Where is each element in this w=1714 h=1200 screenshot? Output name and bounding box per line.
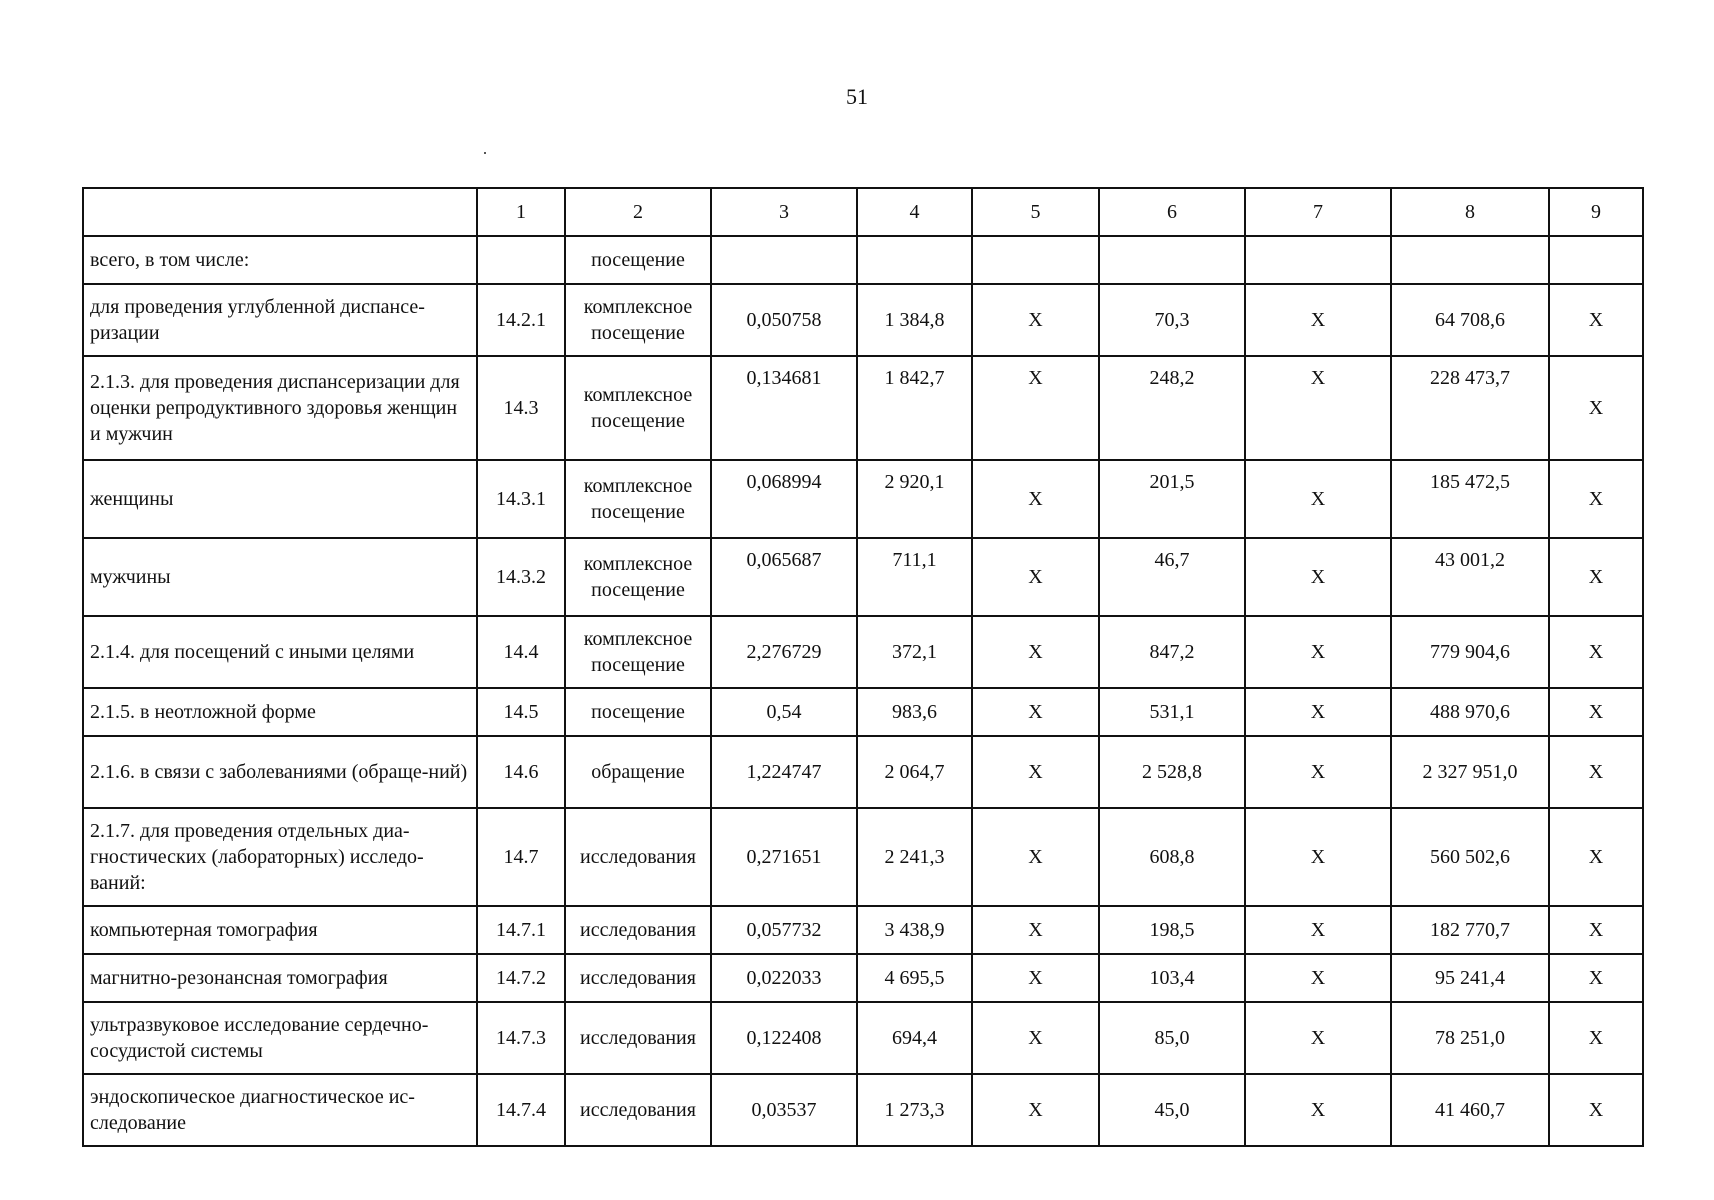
table-row — [83, 1002, 1643, 1074]
cell-col6: 847,2 — [1099, 616, 1245, 688]
cell-col8: 64 708,6 — [1391, 284, 1549, 356]
row-code: 14.7.3 — [477, 1002, 565, 1074]
cell-col7 — [1245, 236, 1391, 284]
cell-col9: X — [1549, 1074, 1643, 1146]
cell-col5: X — [972, 688, 1099, 736]
cell-col9: X — [1549, 356, 1643, 460]
cell-col8: 228 473,7 — [1391, 356, 1549, 460]
header-cell: 3 — [711, 188, 857, 236]
row-label: мужчины — [83, 538, 477, 616]
cell-col5: X — [972, 808, 1099, 906]
cell-col4: 2 064,7 — [857, 736, 972, 808]
table-row — [83, 616, 1643, 688]
row-code: 14.6 — [477, 736, 565, 808]
row-code: 14.4 — [477, 616, 565, 688]
row-code — [477, 236, 565, 284]
row-code: 14.7.2 — [477, 954, 565, 1002]
row-label: 2.1.3. для проведения диспансеризации для оценки репродуктивного здоровья женщин и мужчин — [83, 356, 477, 460]
table-row — [83, 460, 1643, 538]
row-unit: комплексное посещение — [565, 356, 711, 460]
cell-col7: X — [1245, 538, 1391, 616]
header-cell: 9 — [1549, 188, 1643, 236]
cell-col8: 560 502,6 — [1391, 808, 1549, 906]
table-row — [83, 906, 1643, 954]
cell-col6: 45,0 — [1099, 1074, 1245, 1146]
cell-col9: X — [1549, 808, 1643, 906]
table-row — [83, 236, 1643, 284]
row-code: 14.3 — [477, 356, 565, 460]
header-cell: 5 — [972, 188, 1099, 236]
row-code: 14.7.1 — [477, 906, 565, 954]
row-code: 14.3.1 — [477, 460, 565, 538]
cell-col9: X — [1549, 954, 1643, 1002]
cell-col5: X — [972, 954, 1099, 1002]
row-label: для проведения углубленной диспансе-ризации — [83, 284, 477, 356]
cell-col6: 201,5 — [1099, 460, 1245, 538]
cell-col8 — [1391, 236, 1549, 284]
row-label: эндоскопическое диагностическое ис-следование — [83, 1074, 477, 1146]
cell-col4: 711,1 — [857, 538, 972, 616]
row-unit: посещение — [565, 236, 711, 284]
cell-col5: X — [972, 356, 1099, 460]
row-code: 14.3.2 — [477, 538, 565, 616]
row-label: 2.1.7. для проведения отдельных диа-гностических (лабораторных) исследо-ваний: — [83, 808, 477, 906]
cell-col5: X — [972, 906, 1099, 954]
table-row — [83, 808, 1643, 906]
cell-col8: 78 251,0 — [1391, 1002, 1549, 1074]
cell-col5: X — [972, 1074, 1099, 1146]
row-label: 2.1.5. в неотложной форме — [83, 688, 477, 736]
cell-col8: 182 770,7 — [1391, 906, 1549, 954]
cell-col7: X — [1245, 906, 1391, 954]
cell-col4: 1 273,3 — [857, 1074, 972, 1146]
cell-col3: 0,065687 — [711, 538, 857, 616]
cell-col5: X — [972, 538, 1099, 616]
table-row — [83, 356, 1643, 460]
row-unit: комплексное посещение — [565, 460, 711, 538]
cell-col3: 0,54 — [711, 688, 857, 736]
header-cell: 8 — [1391, 188, 1549, 236]
cell-col4: 2 920,1 — [857, 460, 972, 538]
table-row — [83, 688, 1643, 736]
cell-col3: 0,134681 — [711, 356, 857, 460]
cell-col9 — [1549, 236, 1643, 284]
cell-col4: 2 241,3 — [857, 808, 972, 906]
row-code: 14.5 — [477, 688, 565, 736]
cell-col3: 0,271651 — [711, 808, 857, 906]
cell-col4: 983,6 — [857, 688, 972, 736]
cell-col9: X — [1549, 538, 1643, 616]
cell-col3: 0,068994 — [711, 460, 857, 538]
row-label: компьютерная томография — [83, 906, 477, 954]
cell-col7: X — [1245, 616, 1391, 688]
cell-col7: X — [1245, 1002, 1391, 1074]
cell-col7: X — [1245, 808, 1391, 906]
row-label: ультразвуковое исследование сердечно-сосудистой системы — [83, 1002, 477, 1074]
row-unit: комплексное посещение — [565, 538, 711, 616]
row-unit: исследования — [565, 808, 711, 906]
cell-col7: X — [1245, 954, 1391, 1002]
header-cell: 2 — [565, 188, 711, 236]
row-code: 14.7 — [477, 808, 565, 906]
scan-speck — [484, 152, 486, 154]
cell-col3: 0,057732 — [711, 906, 857, 954]
header-cell: 6 — [1099, 188, 1245, 236]
header-cell: 4 — [857, 188, 972, 236]
cell-col7: X — [1245, 356, 1391, 460]
cell-col3: 1,224747 — [711, 736, 857, 808]
cell-col4: 694,4 — [857, 1002, 972, 1074]
header-cell: 1 — [477, 188, 565, 236]
cell-col6: 248,2 — [1099, 356, 1245, 460]
cell-col4: 1 384,8 — [857, 284, 972, 356]
cell-col7: X — [1245, 736, 1391, 808]
header-row — [83, 188, 1643, 236]
row-label: 2.1.4. для посещений с иными целями — [83, 616, 477, 688]
cell-col5: X — [972, 284, 1099, 356]
cell-col6: 2 528,8 — [1099, 736, 1245, 808]
header-cell — [83, 188, 477, 236]
row-label: женщины — [83, 460, 477, 538]
row-unit: обращение — [565, 736, 711, 808]
cell-col6 — [1099, 236, 1245, 284]
cell-col3: 0,122408 — [711, 1002, 857, 1074]
cell-col8: 2 327 951,0 — [1391, 736, 1549, 808]
row-code: 14.2.1 — [477, 284, 565, 356]
row-label: магнитно-резонансная томография — [83, 954, 477, 1002]
cell-col6: 531,1 — [1099, 688, 1245, 736]
cell-col7: X — [1245, 284, 1391, 356]
cell-col3: 0,03537 — [711, 1074, 857, 1146]
row-unit: исследования — [565, 1002, 711, 1074]
row-unit: исследования — [565, 1074, 711, 1146]
table-row — [83, 954, 1643, 1002]
data-table — [82, 187, 1644, 1147]
cell-col5: X — [972, 460, 1099, 538]
row-label: 2.1.6. в связи с заболеваниями (обраще-ний) — [83, 736, 477, 808]
cell-col9: X — [1549, 1002, 1643, 1074]
cell-col6: 70,3 — [1099, 284, 1245, 356]
cell-col5: X — [972, 736, 1099, 808]
cell-col3: 2,276729 — [711, 616, 857, 688]
header-cell: 7 — [1245, 188, 1391, 236]
row-label: всего, в том числе: — [83, 236, 477, 284]
cell-col4 — [857, 236, 972, 284]
cell-col6: 46,7 — [1099, 538, 1245, 616]
cell-col6: 103,4 — [1099, 954, 1245, 1002]
cell-col5: X — [972, 1002, 1099, 1074]
cell-col8: 95 241,4 — [1391, 954, 1549, 1002]
cell-col4: 1 842,7 — [857, 356, 972, 460]
cell-col6: 198,5 — [1099, 906, 1245, 954]
cell-col6: 85,0 — [1099, 1002, 1245, 1074]
cell-col8: 488 970,6 — [1391, 688, 1549, 736]
cell-col5 — [972, 236, 1099, 284]
table-row — [83, 1074, 1643, 1146]
row-unit: исследования — [565, 906, 711, 954]
cell-col4: 3 438,9 — [857, 906, 972, 954]
row-code: 14.7.4 — [477, 1074, 565, 1146]
row-unit: посещение — [565, 688, 711, 736]
table-row — [83, 538, 1643, 616]
table-row — [83, 736, 1643, 808]
cell-col3 — [711, 236, 857, 284]
table-row — [83, 284, 1643, 356]
cell-col3: 0,022033 — [711, 954, 857, 1002]
cell-col7: X — [1245, 460, 1391, 538]
cell-col9: X — [1549, 460, 1643, 538]
cell-col9: X — [1549, 616, 1643, 688]
cell-col7: X — [1245, 1074, 1391, 1146]
cell-col6: 608,8 — [1099, 808, 1245, 906]
cell-col8: 43 001,2 — [1391, 538, 1549, 616]
cell-col8: 779 904,6 — [1391, 616, 1549, 688]
cell-col9: X — [1549, 906, 1643, 954]
cell-col3: 0,050758 — [711, 284, 857, 356]
cell-col9: X — [1549, 688, 1643, 736]
cell-col4: 4 695,5 — [857, 954, 972, 1002]
page-number: 51 — [846, 84, 868, 109]
cell-col9: X — [1549, 736, 1643, 808]
cell-col5: X — [972, 616, 1099, 688]
row-unit: комплексное посещение — [565, 616, 711, 688]
row-unit: исследования — [565, 954, 711, 1002]
cell-col8: 185 472,5 — [1391, 460, 1549, 538]
row-unit: комплексное посещение — [565, 284, 711, 356]
cell-col4: 372,1 — [857, 616, 972, 688]
cell-col8: 41 460,7 — [1391, 1074, 1549, 1146]
cell-col9: X — [1549, 284, 1643, 356]
cell-col7: X — [1245, 688, 1391, 736]
